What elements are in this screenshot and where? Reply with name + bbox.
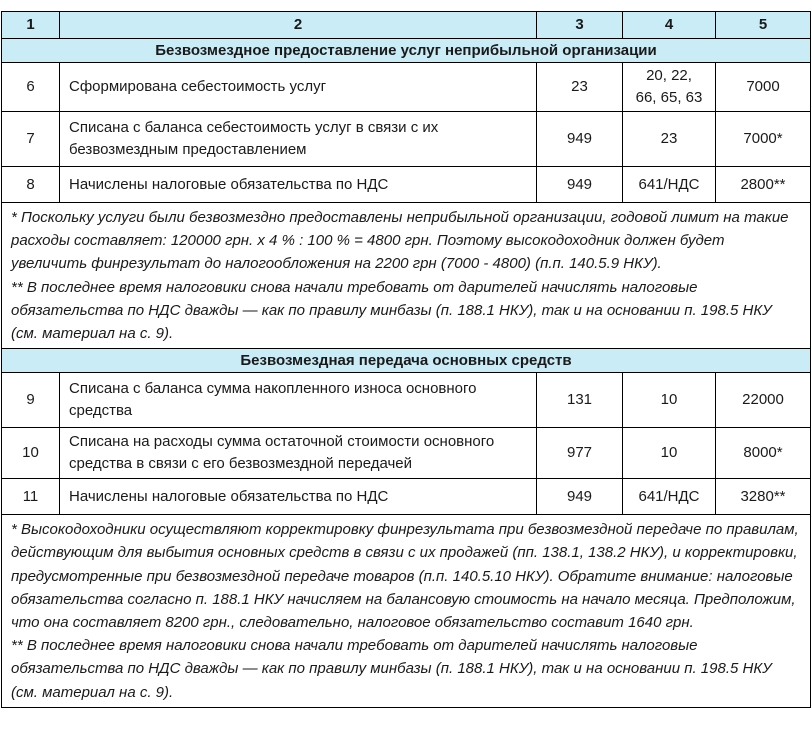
column-header: 3 (537, 12, 623, 39)
debit-account: 131 (537, 373, 623, 428)
footnote-row (2, 515, 811, 708)
credit-account-line: 20, 22, (646, 67, 692, 84)
row-number: 9 (2, 373, 60, 428)
credit-account (623, 63, 716, 112)
table-row (2, 167, 811, 203)
amount: 8000* (716, 428, 811, 479)
column-header: 5 (716, 12, 811, 39)
footnote-text: ** В последнее время налоговики снова начали требовать от дарителей начислять налоговые обязательства по НДС дважды — как по правилу минбазы (п. 188.1 НКУ), так и на основании п. 198.5 НКУ (см. материал на с. 9). (11, 637, 772, 701)
row-description: Начислены налоговые обязательства по НДС (60, 479, 537, 515)
footnote-text: * Высокодоходники осуществляют корректировку финрезультата при безвозмездной передаче по правилам, действующим для выбытия основных средств в связи с их продажей (пп. 138.1, 138.2 НКУ), и корректировки, предусмотренные при безвозмездной передаче товаров (п.п. 140.5.10 НКУ). Обратите внимание: налоговые обязательства согласно п. 188.1 НКУ начисляем на балансовую стоимость на начало месяца. Предположим, что она составляет 8200 грн., следовательно, налоговое обязательство составит 1640 грн. (11, 521, 799, 632)
debit-account: 949 (537, 112, 623, 167)
credit-account: 641/НДС (623, 167, 716, 203)
debit-account: 949 (537, 167, 623, 203)
footnote-text: ** В последнее время налоговики снова начали требовать от дарителей начислять налоговые обязательства по НДС дважды — как по правилу минбазы (п. 188.1 НКУ), так и на основании п. 198.5 НКУ (см. материал на с. 9). (11, 278, 772, 343)
section-header-row (2, 349, 811, 373)
row-description: Списана с баланса себестоимость услуг в связи с их безвозмездным предоставлением (60, 112, 537, 167)
credit-account: 641/НДС (623, 479, 716, 515)
table-row (2, 479, 811, 515)
amount: 7000 (716, 63, 811, 112)
amount: 7000* (716, 112, 811, 167)
credit-account: 23 (623, 112, 716, 167)
footnote (2, 515, 811, 708)
column-header: 2 (60, 12, 537, 39)
credit-account: 10 (623, 428, 716, 479)
amount: 22000 (716, 373, 811, 428)
row-description: Начислены налоговые обязательства по НДС (60, 167, 537, 203)
row-number: 10 (2, 428, 60, 479)
credit-account-line: 66, 65, 63 (635, 89, 703, 106)
table-row (2, 112, 811, 167)
column-header: 4 (623, 12, 716, 39)
amount: 2800** (716, 167, 811, 203)
row-description: Списана с баланса сумма накопленного износа основного средства (60, 373, 537, 428)
amount: 3280** (716, 479, 811, 515)
credit-account: 10 (623, 373, 716, 428)
row-number: 8 (2, 167, 60, 203)
row-number: 11 (2, 479, 60, 515)
row-number: 6 (2, 63, 60, 112)
column-header-row (2, 12, 811, 39)
debit-account: 949 (537, 479, 623, 515)
debit-account: 23 (537, 63, 623, 112)
table-row (2, 373, 811, 428)
row-description: Списана на расходы сумма остаточной стоимости основного средства в связи с его безвозмездной передачей (60, 428, 537, 479)
footnote (2, 203, 811, 349)
section-title: Безвозмездная передача основных средств (2, 349, 811, 373)
row-description: Сформирована себестоимость услуг (60, 63, 537, 112)
accounting-table (1, 11, 811, 708)
debit-account: 977 (537, 428, 623, 479)
section-title: Безвозмездное предоставление услуг неприбыльной организации (2, 39, 811, 63)
table-row (2, 428, 811, 479)
footnote-text: * Поскольку услуги были безвозмездно предоставлены неприбыльной организации, годовой лимит на такие расходы составляет: 120000 грн. х 4 % : 100 % = 4800 грн. Поэтому высокодоходник должен будет увеличить финрезультат до налогообложения на 2200 грн (7000 - 4800) (п.п. 140.5.9 НКУ). (11, 209, 789, 273)
footnote-row (2, 203, 811, 349)
row-number: 7 (2, 112, 60, 167)
section-header-row (2, 39, 811, 63)
column-header: 1 (2, 12, 60, 39)
table-row (2, 63, 811, 112)
